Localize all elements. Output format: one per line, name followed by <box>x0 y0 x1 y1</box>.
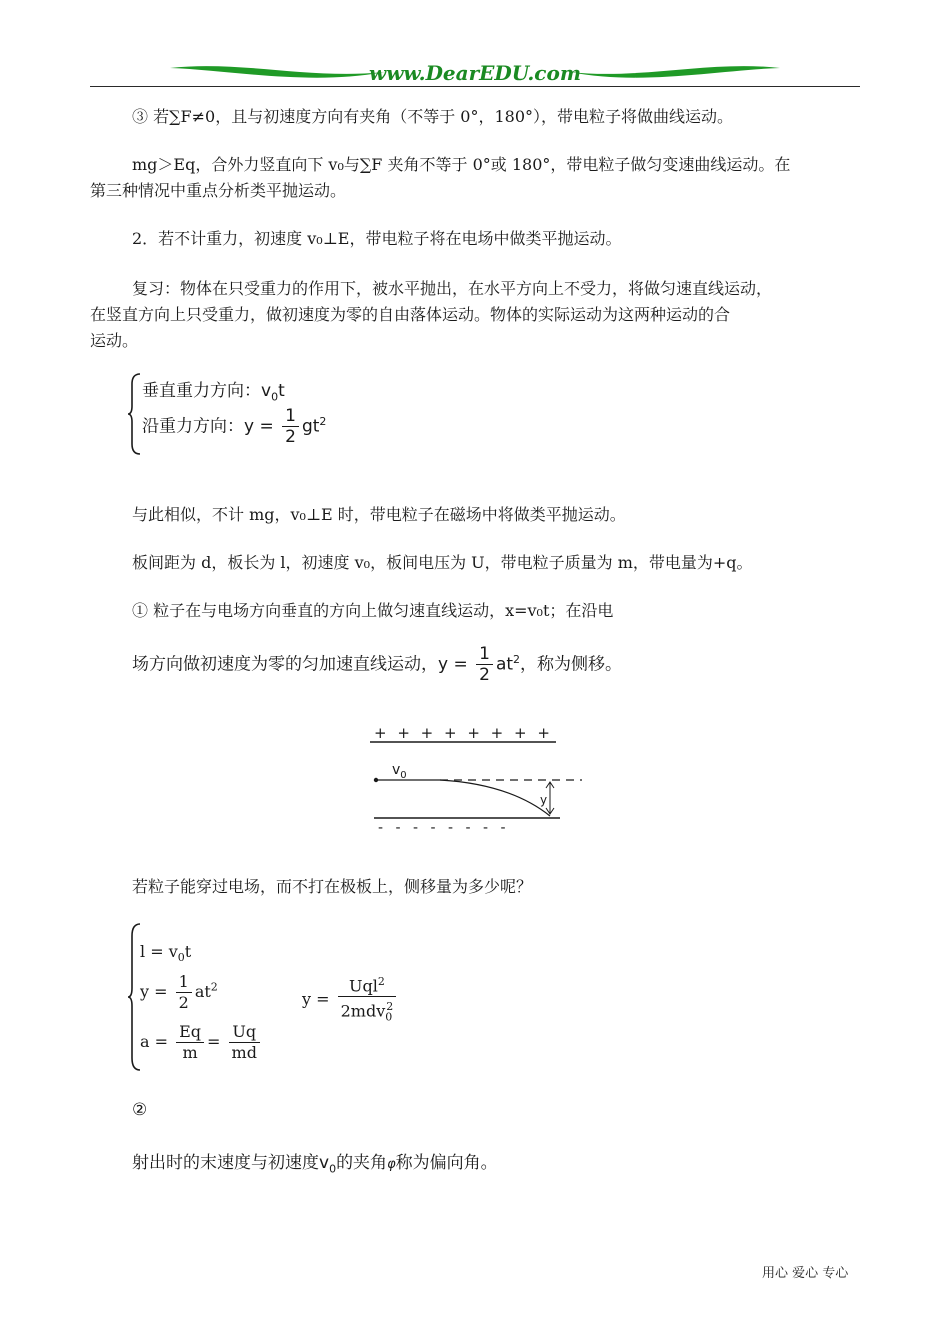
eq2-res-den-sub: 0 <box>385 1010 393 1024</box>
p11-phi: φ <box>387 1157 396 1172</box>
eq2-res-den-sup: 2 <box>386 1000 394 1014</box>
eq2-l3-fraction-1 <box>176 1022 204 1063</box>
plus-charges: + + + + + + + + <box>374 724 553 742</box>
eq1-line1-label: 垂直重力方向： <box>142 381 261 401</box>
eq2-res-den: 2mdv <box>340 1001 386 1021</box>
eq2-line-2 <box>140 972 218 1013</box>
eq2-res-num: Uql <box>349 976 378 996</box>
eq1-frac-den: 2 <box>285 427 296 447</box>
eq2-l1: l = v <box>140 942 178 961</box>
p8-eq-sup: 2 <box>513 652 521 666</box>
eq2-l2-lhs: y = <box>140 982 168 1001</box>
eq1-line1-t: t <box>278 381 285 401</box>
p8-frac-den: 2 <box>479 665 490 685</box>
right-leaf-swoosh <box>570 66 780 78</box>
eq2-res-lhs: y = <box>302 989 330 1009</box>
eq2-l2-fraction <box>176 972 192 1013</box>
paragraph-5: 与此相似，不计 mg，v₀⊥E 时，带电粒子在磁场中将做类平抛运动。 <box>132 505 626 524</box>
capacitor-diagram <box>360 722 590 832</box>
eq2-l3-den1: m <box>182 1043 198 1062</box>
eq1-line1-sub: 0 <box>271 390 279 404</box>
paragraph-4-line-1: 复习：物体在只受重力的作用下，被水平抛出，在水平方向上不受力，将做匀速直线运动， <box>132 279 773 298</box>
page-footer: 用心 爱心 专心 <box>762 1266 849 1281</box>
eq2-l2-num: 1 <box>176 972 192 993</box>
eq1-line1-v: v <box>261 381 272 401</box>
p8-frac-num: 1 <box>476 644 493 665</box>
eq1-fraction <box>282 406 299 447</box>
paragraph-2-line-1: mg＞Eq，合外力竖直向下 v₀与∑F 夹角不等于 0°或 180°，带电粒子做匀变速曲线运动。在 <box>132 155 791 174</box>
eq2-l2-rhs: at <box>194 982 211 1001</box>
eq2-l3-eq: = <box>207 1032 221 1051</box>
p11-suffix: 的夹角 <box>336 1153 388 1173</box>
p8-eq-rhs: at <box>495 654 514 675</box>
p8-fraction <box>476 644 493 685</box>
eq2-line-3 <box>140 1022 263 1063</box>
p8-suffix: ，称为侧移。 <box>520 654 623 675</box>
eq2-result <box>302 972 399 1028</box>
paragraph-8 <box>132 644 622 685</box>
eq2-l3-den2: md <box>231 1043 257 1062</box>
paragraph-9: 若粒子能穿过电场，而不打在极板上，侧移量为多少呢？ <box>132 877 533 896</box>
eq2-l2-den: 2 <box>178 993 189 1012</box>
eq2-l1-sub: 0 <box>177 951 185 965</box>
eq2-res-fraction <box>338 972 397 1028</box>
paragraph-11 <box>132 1148 498 1175</box>
left-brace-1 <box>128 372 142 456</box>
eq2-res-num-sup: 2 <box>377 975 385 988</box>
eq2-l3-fraction-2 <box>229 1022 260 1063</box>
eq2-l3-num2: Uq <box>229 1022 260 1043</box>
v0-label: $v_0$ <box>392 762 407 781</box>
p11-v-sub: 0 <box>329 1162 337 1176</box>
eq1-line2-rhs: gt <box>301 416 320 437</box>
paragraph-4-line-3: 运动。 <box>90 331 139 350</box>
eq1-line-1 <box>142 376 285 403</box>
eq2-l2-sup: 2 <box>210 980 218 994</box>
eq1-line2-label: 沿重力方向： <box>142 416 244 437</box>
paragraph-2-line-2: 第三种情况中重点分析类平抛运动。 <box>90 181 347 200</box>
paragraph-4-line-2: 在竖直方向上只受重力，做初速度为零的自由落体运动。物体的实际运动为这两种运动的合 <box>90 305 731 324</box>
header-rule <box>90 86 860 87</box>
eq2-l1-tail: t <box>184 942 192 961</box>
p11-end: 称为偏向角。 <box>395 1153 498 1173</box>
eq2-res-den-wrap <box>338 997 397 1028</box>
paragraph-1: ③ 若∑F≠0，且与初速度方向有夹角（不等于 0°，180°），带电粒子将做曲线运动。 <box>132 107 734 126</box>
eq2-res-num-wrap <box>338 972 397 997</box>
minus-charges: - - - - - - - - <box>378 820 510 832</box>
p11-v: v <box>319 1153 330 1173</box>
paragraph-3: 2．若不计重力，初速度 v₀⊥E，带电粒子将在电场中做类平抛运动。 <box>132 229 622 248</box>
paragraph-10: ② <box>132 1100 148 1120</box>
eq1-line2-sup: 2 <box>319 414 327 428</box>
eq1-frac-num: 1 <box>282 406 299 427</box>
p8-eq-lhs: y = <box>438 654 468 675</box>
eq2-l3-lhs: a = <box>140 1032 169 1051</box>
header-logo: www.DearEDU.com <box>368 61 582 85</box>
eq1-line2-lhs: y = <box>244 416 274 437</box>
deflection-curve <box>440 780 550 816</box>
y-label: y <box>540 793 548 807</box>
paragraph-6: 板间距为 d，板长为 l，初速度 v₀，板间电压为 U，带电粒子质量为 m，带电量为+q。 <box>132 553 753 572</box>
eq1-line-2 <box>142 406 326 447</box>
p11-prefix: 射出时的末速度与初速度 <box>132 1153 319 1173</box>
paragraph-7: ① 粒子在与电场方向垂直的方向上做匀速直线运动，x=v₀t；在沿电 <box>132 601 614 620</box>
eq2-line-1 <box>140 942 191 964</box>
left-leaf-swoosh <box>170 66 385 78</box>
p8-prefix: 场方向做初速度为零的匀加速直线运动， <box>132 654 438 675</box>
eq2-l3-num1: Eq <box>176 1022 204 1043</box>
